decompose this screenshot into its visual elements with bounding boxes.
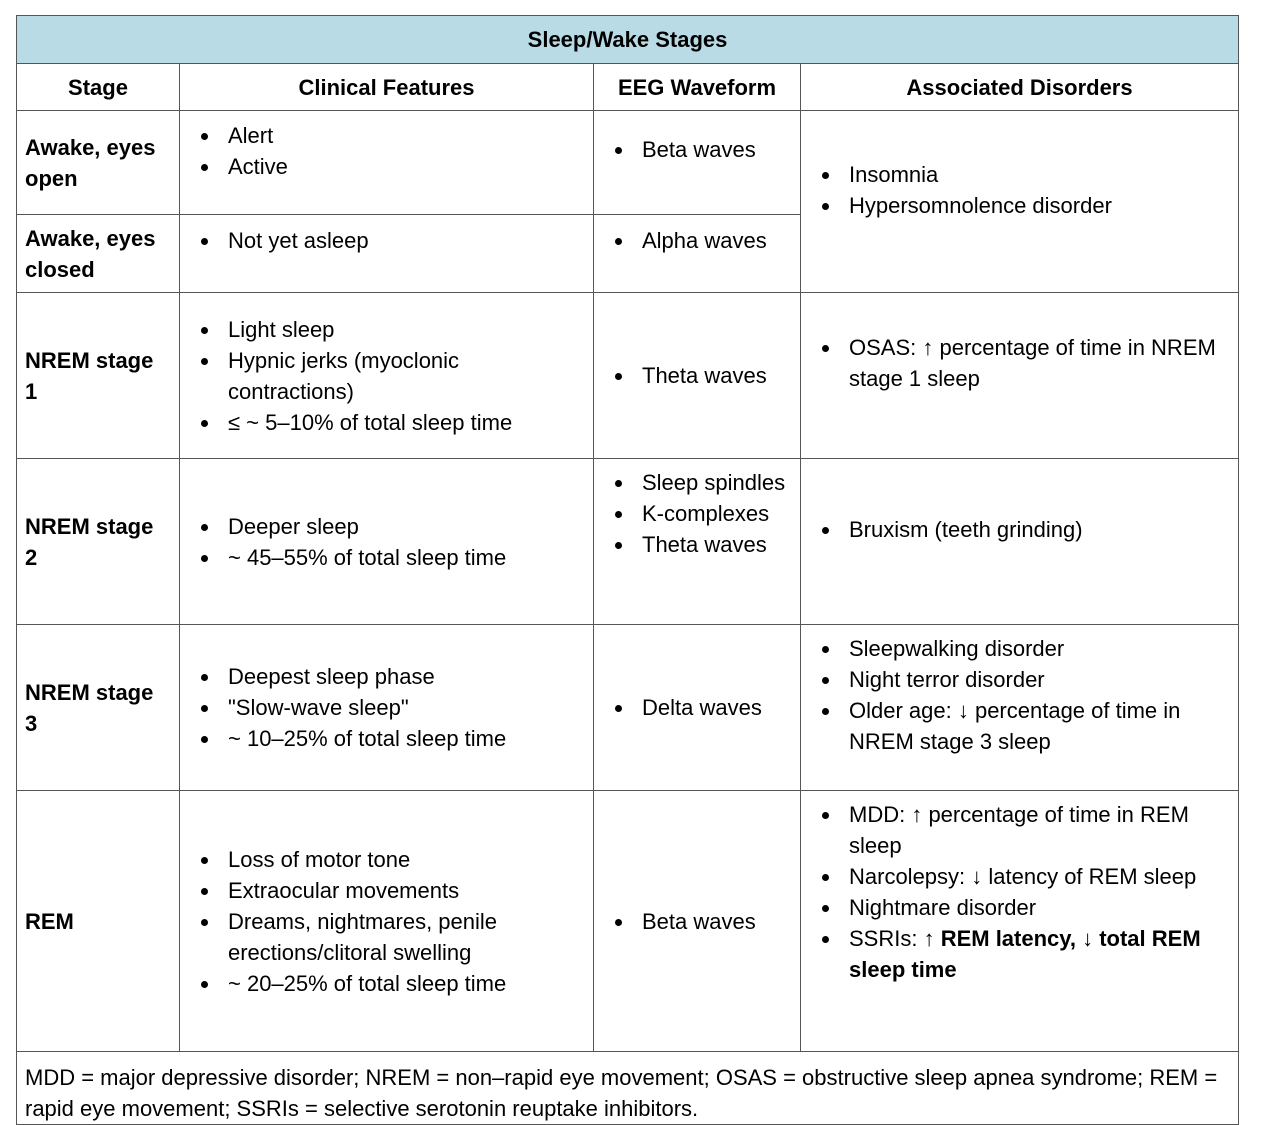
table-title-row [17, 16, 1239, 64]
list-item: • Deepest sleep phase [221, 661, 585, 692]
disorders-list [809, 799, 1230, 985]
eeg-cell [594, 293, 801, 459]
ssri-prefix: SSRIs: [849, 926, 924, 951]
clinical-list [188, 120, 585, 182]
list-item: • Sleep spindles [635, 467, 792, 498]
eeg-list [602, 134, 792, 165]
stage-cell: Awake, eyes open [17, 111, 180, 215]
list-item: • Light sleep [221, 314, 585, 345]
list-item: • Theta waves [635, 529, 792, 560]
table-header-row [17, 64, 1239, 111]
list-item: • Dreams, nightmares, penile erections/clitoral swelling [221, 906, 585, 968]
clinical-list [188, 225, 585, 256]
list-item: • Older age: ↓ percentage of time in NREM stage 3 sleep [842, 695, 1230, 757]
eeg-list [602, 360, 792, 391]
ssri-bold-text: ↑ REM latency, ↓ total REM sleep time [849, 926, 1201, 982]
eeg-list [602, 906, 792, 937]
header-stage: Stage [17, 64, 180, 111]
table-row-nrem-3 [17, 625, 1239, 791]
list-item: • Not yet asleep [221, 225, 585, 256]
table-row-nrem-1 [17, 293, 1239, 459]
list-item: • Nightmare disorder [842, 892, 1230, 923]
list-item: • Loss of motor tone [221, 844, 585, 875]
eeg-list [602, 467, 792, 560]
disorders-cell [801, 791, 1239, 1052]
list-item: • Hypersomnolence disorder [842, 190, 1230, 221]
clinical-list [188, 661, 585, 754]
clinical-list [188, 511, 585, 573]
header-clinical-features: Clinical Features [180, 64, 594, 111]
list-item: • Narcolepsy: ↓ latency of REM sleep [842, 861, 1230, 892]
list-item: • Sleepwalking disorder [842, 633, 1230, 664]
header-eeg-waveform: EEG Waveform [594, 64, 801, 111]
list-item: • ~ 10–25% of total sleep time [221, 723, 585, 754]
list-item: • Delta waves [635, 692, 792, 723]
clinical-cell [180, 625, 594, 791]
table-row-nrem-2 [17, 459, 1239, 625]
list-item: • Alert [221, 120, 585, 151]
list-item: • Deeper sleep [221, 511, 585, 542]
eeg-cell [594, 111, 801, 215]
eeg-cell [594, 791, 801, 1052]
stage-cell: NREM stage 2 [17, 459, 180, 625]
list-item: • Extraocular movements [221, 875, 585, 906]
list-item: • ~ 20–25% of total sleep time [221, 968, 585, 999]
table-row-rem [17, 791, 1239, 1052]
table-row-awake-open [17, 111, 1239, 215]
list-item: • "Slow-wave sleep" [221, 692, 585, 723]
clinical-list [188, 844, 585, 999]
disorders-cell [801, 625, 1239, 791]
disorders-list [809, 159, 1230, 221]
eeg-list [602, 225, 792, 256]
eeg-list [602, 692, 792, 723]
list-item: • Hypnic jerks (myoclonic contractions) [221, 345, 585, 407]
list-item: • Alpha waves [635, 225, 792, 256]
disorders-cell [801, 293, 1239, 459]
stage-cell: REM [17, 791, 180, 1052]
footnote: MDD = major depressive disorder; NREM = non–rapid eye movement; OSAS = obstructive sleep apnea syndrome; REM = rapid eye movement; SSRIs = selective serotonin reuptake inhibitors. [17, 1052, 1239, 1125]
table-title: Sleep/Wake Stages [17, 16, 1239, 64]
list-item-ssri [842, 923, 1230, 985]
disorders-list [809, 514, 1230, 545]
list-item: • Beta waves [635, 906, 792, 937]
list-item: • ~ 45–55% of total sleep time [221, 542, 585, 573]
eeg-cell [594, 215, 801, 293]
list-item: • Beta waves [635, 134, 792, 165]
sleep-wake-table-container [16, 15, 1238, 1125]
clinical-cell [180, 293, 594, 459]
list-item: • Night terror disorder [842, 664, 1230, 695]
stage-cell: NREM stage 1 [17, 293, 180, 459]
clinical-cell [180, 459, 594, 625]
list-item: • Insomnia [842, 159, 1230, 190]
stage-cell: NREM stage 3 [17, 625, 180, 791]
list-item: • Theta waves [635, 360, 792, 391]
disorders-cell [801, 459, 1239, 625]
clinical-list [188, 314, 585, 438]
clinical-cell [180, 215, 594, 293]
disorders-list [809, 633, 1230, 757]
stage-cell: Awake, eyes closed [17, 215, 180, 293]
disorders-cell-awake [801, 111, 1239, 293]
clinical-cell [180, 791, 594, 1052]
header-associated-disorders: Associated Disorders [801, 64, 1239, 111]
eeg-cell [594, 625, 801, 791]
list-item: • Active [221, 151, 585, 182]
list-item: • Bruxism (teeth grinding) [842, 514, 1230, 545]
list-item: • ≤ ~ 5–10% of total sleep time [221, 407, 585, 438]
disorders-list [809, 332, 1230, 394]
list-item: • MDD: ↑ percentage of time in REM sleep [842, 799, 1230, 861]
list-item: • K-complexes [635, 498, 792, 529]
sleep-wake-stages-table [16, 15, 1239, 1125]
eeg-cell [594, 459, 801, 625]
clinical-cell [180, 111, 594, 215]
list-item: • OSAS: ↑ percentage of time in NREM stage 1 sleep [842, 332, 1230, 394]
